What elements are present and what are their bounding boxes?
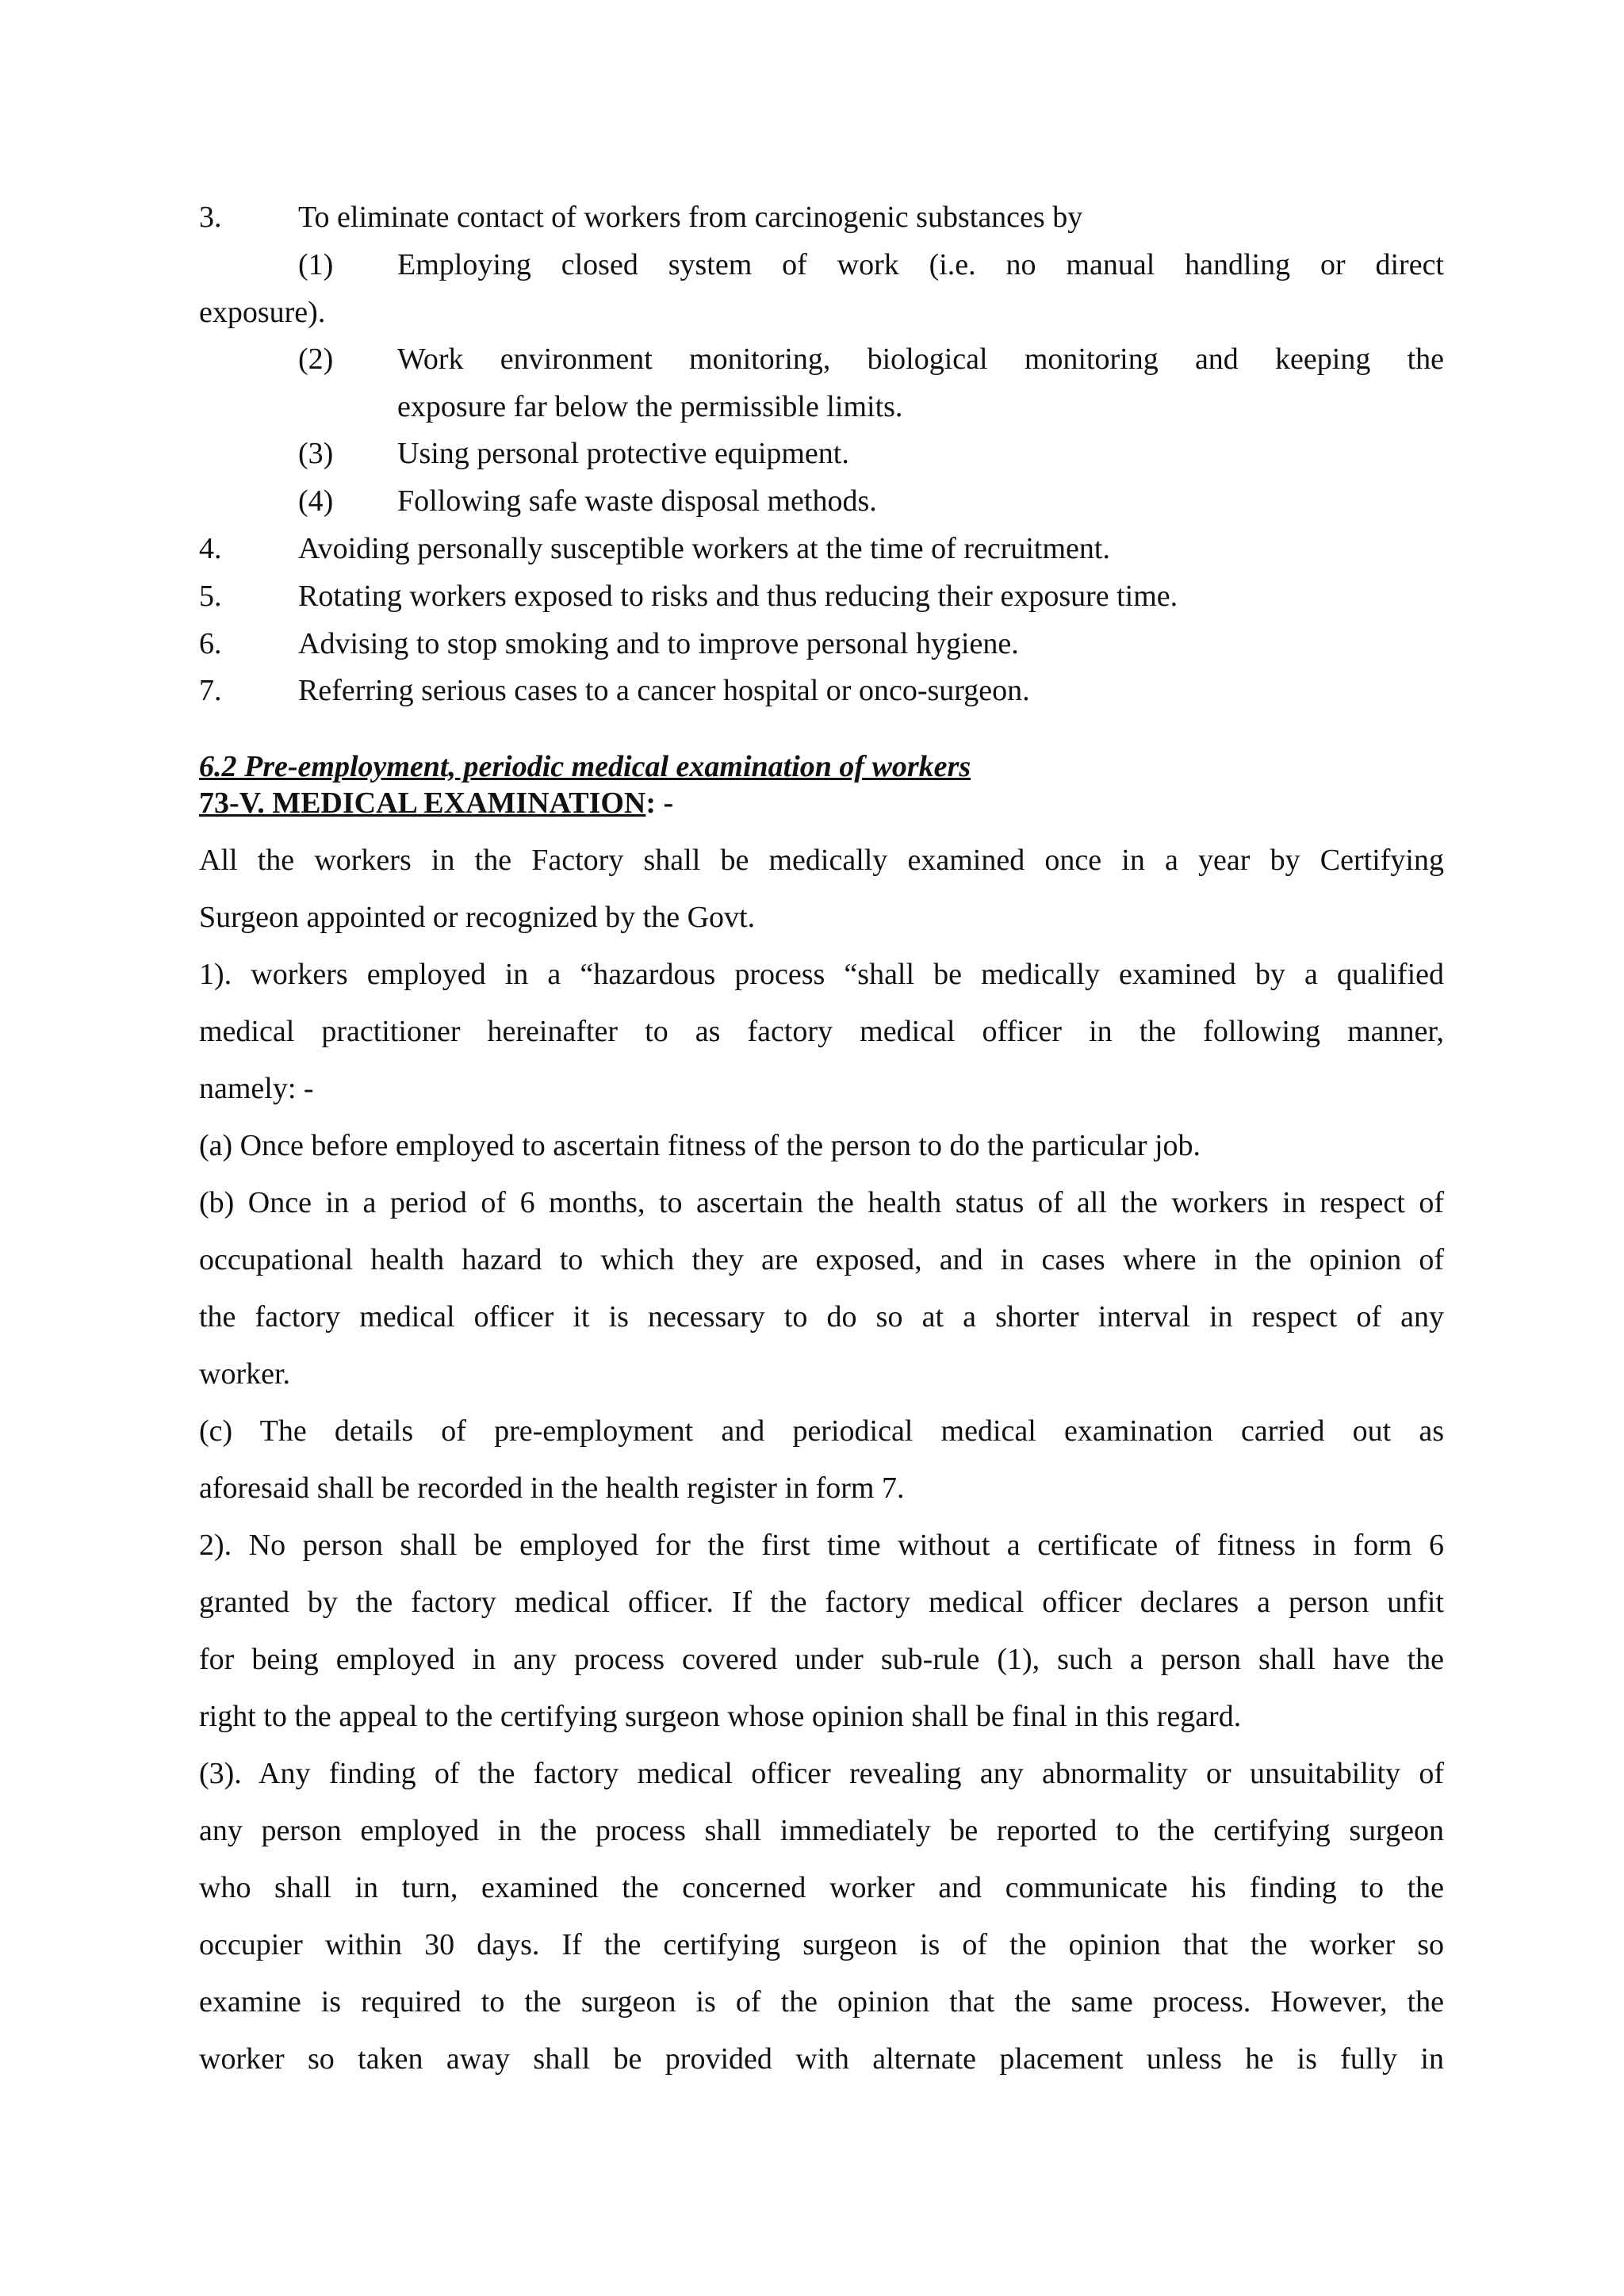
list-text: To eliminate contact of workers from carcinogenic substances by (298, 201, 1083, 234)
body-line: Surgeon appointed or recognized by the Govt. (199, 901, 756, 934)
body-line: worker so taken away shall be provided with alternate placement unless he is fully in (199, 2042, 1444, 2076)
body-line: who shall in turn, examined the concerned worker and communicate his finding to the (199, 1871, 1444, 1904)
body-line: 1). workers employed in a “hazardous process “shall be medically examined by a qualified (199, 958, 1444, 991)
body-line: right to the appeal to the certifying surgeon whose opinion shall be final in this regard. (199, 1700, 1242, 1733)
sub-text-continued: exposure far below the permissible limits. (397, 390, 903, 423)
sub-number: (1) (298, 248, 334, 281)
list-text: Referring serious cases to a cancer hospital or onco-surgeon. (298, 674, 1030, 707)
body-line: worker. (199, 1357, 291, 1391)
body-line: All the workers in the Factory shall be medically examined once in a year by Certifying (199, 844, 1444, 877)
rule-heading-suffix: : - (645, 786, 674, 820)
sub-text: Employing closed system of work (i.e. no manual handling or direct (397, 248, 1444, 281)
rule-heading-text: 73-V. MEDICAL EXAMINATION (199, 786, 646, 820)
body-line: occupational health hazard to which they are exposed, and in cases where in the opinion of (199, 1243, 1444, 1276)
rule-heading (199, 785, 1444, 821)
body-line: granted by the factory medical officer. If the factory medical officer declares a person unfit (199, 1586, 1444, 1619)
sub-number: (4) (298, 484, 334, 518)
body-line: namely: - (199, 1072, 314, 1105)
list-number: 4. (199, 532, 222, 565)
sub-item-1-continued (199, 294, 1444, 331)
list-number: 3. (199, 201, 222, 234)
list-number: 7. (199, 674, 222, 707)
body-line: (3). Any finding of the factory medical officer revealing any abnormality or unsuitability of (199, 1757, 1444, 1790)
body-line: (a) Once before employed to ascertain fitness of the person to do the particular job. (199, 1129, 1201, 1162)
list-text: Rotating workers exposed to risks and thus reducing their exposure time. (298, 580, 1178, 613)
body-line: aforesaid shall be recorded in the health register in form 7. (199, 1471, 905, 1505)
list-text: Avoiding personally susceptible workers at the time of recruitment. (298, 532, 1110, 565)
body-line: (b) Once in a period of 6 months, to ascertain the health status of all the workers in respect of (199, 1186, 1444, 1219)
list-number: 6. (199, 627, 222, 660)
body-line: examine is required to the surgeon is of the opinion that the same process. However, the (199, 1985, 1444, 2019)
body-line: 2). No person shall be employed for the first time without a certificate of fitness in form 6 (199, 1529, 1444, 1562)
body-line: any person employed in the process shall immediately be reported to the certifying surgeon (199, 1814, 1444, 1847)
body-line: medical practitioner hereinafter to as factory medical officer in the following manner, (199, 1015, 1444, 1048)
sub-number: (3) (298, 437, 334, 470)
body-line: occupier within 30 days. If the certifying surgeon is of the opinion that the worker so (199, 1928, 1444, 1961)
sub-text-continued: exposure). (199, 296, 326, 329)
list-text: Advising to stop smoking and to improve personal hygiene. (298, 627, 1019, 660)
section-title: 6.2 Pre-employment, periodic medical examination of workers (199, 750, 971, 783)
body-line: for being employed in any process covered under sub-rule (1), such a person shall have the (199, 1643, 1444, 1676)
sub-number: (2) (298, 342, 334, 376)
sub-text: Using personal protective equipment. (397, 437, 849, 470)
body-line: (c) The details of pre-employment and periodical medical examination carried out as (199, 1414, 1444, 1448)
sub-text: Work environment monitoring, biological monitoring and keeping the (397, 342, 1444, 376)
sub-text: Following safe waste disposal methods. (397, 484, 877, 518)
body-line: the factory medical officer it is necessary to do so at a shorter interval in respect of any (199, 1300, 1444, 1334)
list-number: 5. (199, 580, 222, 613)
